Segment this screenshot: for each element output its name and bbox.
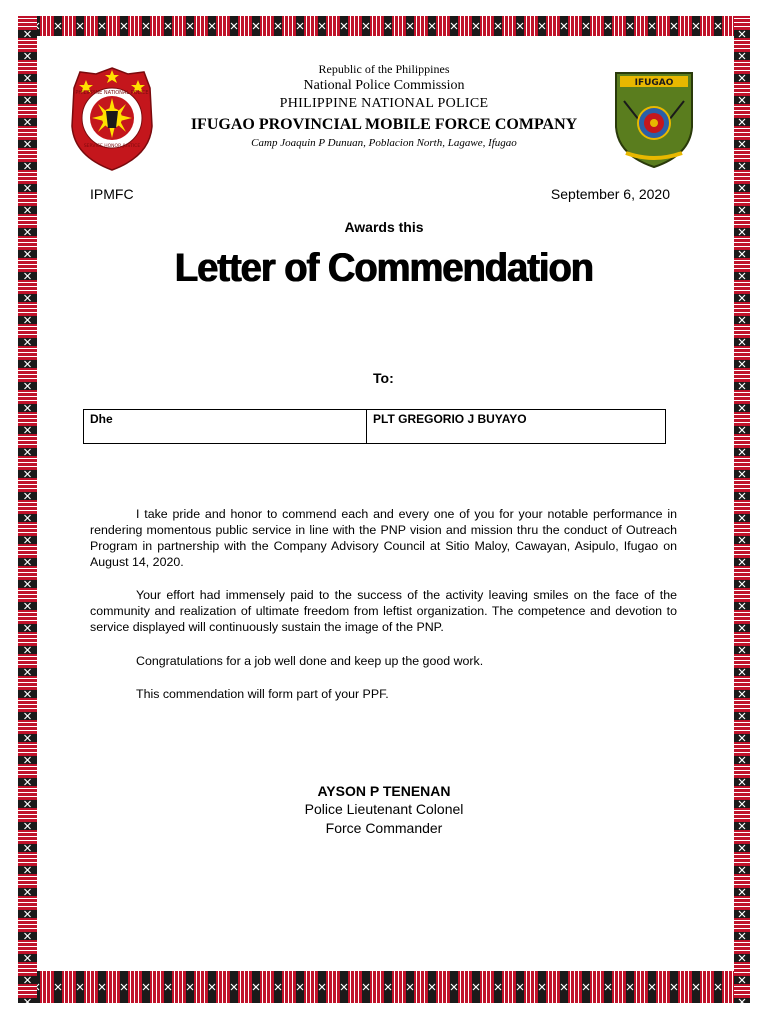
signatory-name: AYSON P TENENAN: [317, 783, 451, 799]
left-seal-text-bottom: SERVICE HONOR JUSTICE: [83, 144, 141, 149]
right-seal-text: IFUGAO: [634, 78, 674, 88]
body-paragraph-2: Your effort had immensely paid to the success of the activity leaving smiles on the face of the community and realization of ultimate freedom from leftist organization. The competence and devotion to service displayed will continuously sustain the image of the PNP.: [90, 588, 677, 634]
to-label: To:: [373, 370, 394, 386]
header-address: Camp Joaquin P Dunuan, Poblacion North, Lagawe, Ifugao: [251, 137, 517, 149]
left-seal-text-top: PHILIPPINE NATIONAL POLICE: [75, 90, 149, 96]
body-paragraph-4: This commendation will form part of your PPF.: [136, 687, 389, 701]
border-bottom: [18, 971, 750, 1003]
body-paragraph-1: I take pride and honor to commend each and every one of you for your notable performance in rendering momentous public service in line with the PNP vision and mission thru the conduct of Outreach Program in partnership with the Company Advisory Council at Sitio Maloy, Cawayan, Asipulo, Ifugao on August 14, 2020.: [90, 507, 677, 569]
document-title: Letter of Commendation: [174, 246, 594, 290]
awards-line: Awards this: [344, 219, 424, 235]
reference-code: IPMFC: [90, 186, 134, 202]
header-unit: IFUGAO PROVINCIAL MOBILE FORCE COMPANY: [190, 116, 578, 133]
signatory-position: Force Commander: [325, 820, 443, 836]
signatory-rank: Police Lieutenant Colonel: [304, 801, 464, 817]
body-paragraph-3: Congratulations for a job well done and keep up the good work.: [136, 654, 484, 668]
border-top: [18, 16, 750, 36]
recipient-name-cell: PLT GREGORIO J BUYAYO: [367, 410, 666, 444]
document-date: September 6, 2020: [550, 186, 670, 202]
header-pnp: PHILIPPINE NATIONAL POLICE: [279, 96, 489, 111]
header-commission: National Police Commission: [303, 78, 465, 93]
border-left: [18, 16, 37, 1003]
recipient-left-cell: Dhe: [84, 410, 367, 444]
border-right: [734, 16, 750, 1003]
recipient-table: [83, 409, 666, 444]
header-republic: Republic of the Philippines: [318, 62, 450, 76]
